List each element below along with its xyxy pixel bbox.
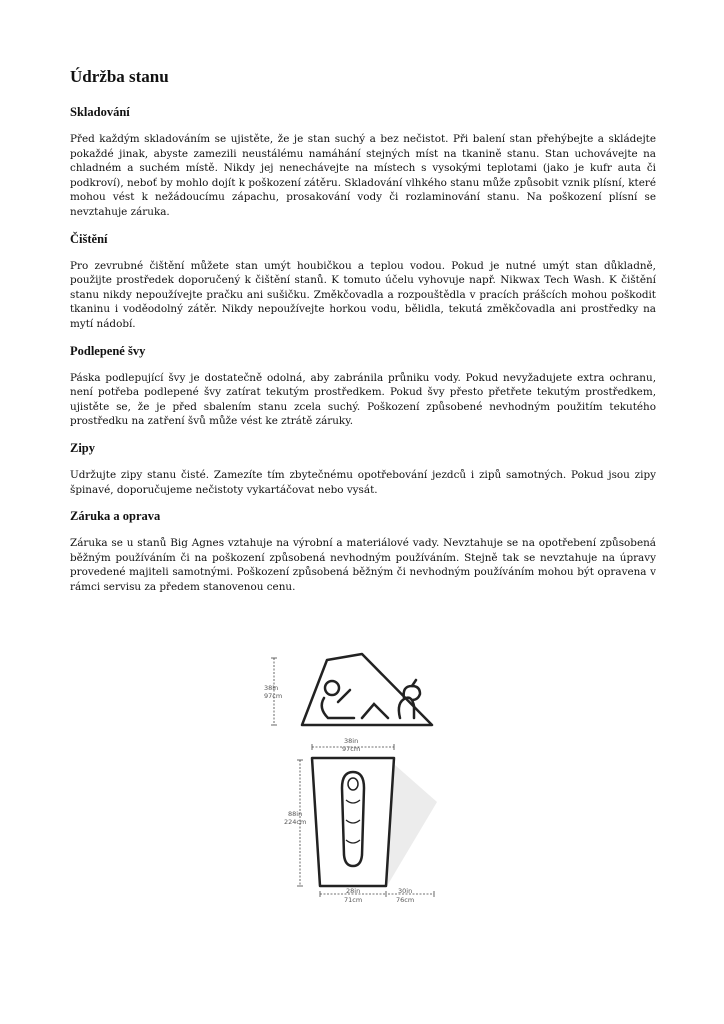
section-cleaning — [70, 231, 656, 332]
document-title: Údržba stanu — [70, 67, 169, 86]
section-zippers — [70, 440, 656, 497]
sleeping-bag-icon — [342, 772, 364, 866]
section-paragraph: Páska podlepující švy je dostatečně odolná, aby zabránila průniku vody. Pokud nevyžadujete extra ochranu, není potřeba podlepené švy zatírat tekutým prostředkem. Pokud švy přesto přetřete tekutým prostředkem, ujistěte se, že je před sbalením stanu zcela suchý. Poškození způsobené nevhodným použitím tekutého prostředku na zatření švů může vést ke ztrátě záruky. — [70, 371, 656, 428]
top-width-cm-label: 97cm — [342, 745, 361, 753]
section-heading: Čištění — [70, 231, 108, 246]
vestibule-in-label: 30in — [398, 887, 413, 895]
section-storage — [70, 104, 656, 220]
section-paragraph: Záruka se u stanů Big Agnes vztahuje na výrobní a materiálové vady. Nevztahuje se na opotřebení způsobená běžným používáním či na poškození způsobená nevhodným používáním. Stejně tak se nevztahuje na úpravy provedené majiteli samotnými. Poškození způsobená běžným či nevhodným používáním mohou být opravena v rámci servisu za předem stanovenou cenu. — [70, 537, 656, 593]
section-heading: Podlepené švy — [70, 343, 146, 358]
length-cm-label: 224cm — [284, 818, 307, 826]
tent-side-view — [264, 654, 432, 725]
height-in-label: 38in — [264, 684, 279, 692]
top-width-dimension — [312, 737, 394, 753]
tent-dimension-diagram — [262, 650, 452, 910]
section-paragraph: Udržujte zipy stanu čisté. Zamezíte tím zbytečnému opotřebování jezdců i zipů samotných. Pokud jsou zipy špinavé, doporučujeme nečistoty vykartáčovat nebo vysát. — [70, 468, 656, 496]
bottom-width-dimension — [320, 887, 386, 904]
length-dimension — [284, 760, 306, 886]
section-seams — [70, 343, 656, 429]
bottom-width-cm-label: 71cm — [344, 896, 363, 904]
vestibule-dimension — [388, 887, 434, 904]
top-width-in-label: 38in — [344, 737, 359, 745]
section-paragraph: Pro zevrubné čištění můžete stan umýt houbičkou a teplou vodou. Pokud je nutné umýt stan důkladně, použijte prostředek doporučený k čištění stanů. K tomuto účelu vyhovuje např. Nikwax Tech Wash. K čištění stanu nikdy nepoužívejte pračku ani sušičku. Změkčovadla a rozpouštědla v pracích prášcích mohou poškodit tkaninu i voděodolný zátěr. Nikdy nepoužívejte horkou vodu, bělidla, tekutá změkčovadla ani prostředky na mytí nádobí. — [70, 259, 656, 330]
bottom-width-in-label: 28in — [346, 887, 361, 895]
section-paragraph: Před každým skladováním se ujistěte, že je stan suchý a bez nečistot. Při balení stan přehýbejte a skládejte pokaždé jinak, abyste zamezili neustálému namáhání stejných míst na tkanině stanu. Stan uchovávejte na chladném a suchém místě. Nikdy jej nenechávejte na místech s vysokými teplotami (jako je kufr auta či podkroví), neboť by mohlo dojít k poškození zátěru. Skladování vlhkého stanu může způsobit vznik plísní, které mohou vést k nežádoucímu zápachu, prosakování vody či rozlaminování stanu. Na poškození plísní se nevztahuje záruka. — [70, 133, 656, 218]
length-in-label: 88in — [288, 810, 303, 818]
section-heading: Zipy — [70, 440, 96, 455]
section-warranty — [70, 508, 656, 594]
height-cm-label: 97cm — [264, 692, 283, 700]
section-heading: Skladování — [70, 105, 130, 119]
tent-floor-plan — [312, 758, 437, 886]
vestibule-cm-label: 76cm — [396, 896, 415, 904]
document-page — [70, 66, 656, 605]
section-heading: Záruka a oprava — [70, 509, 161, 524]
